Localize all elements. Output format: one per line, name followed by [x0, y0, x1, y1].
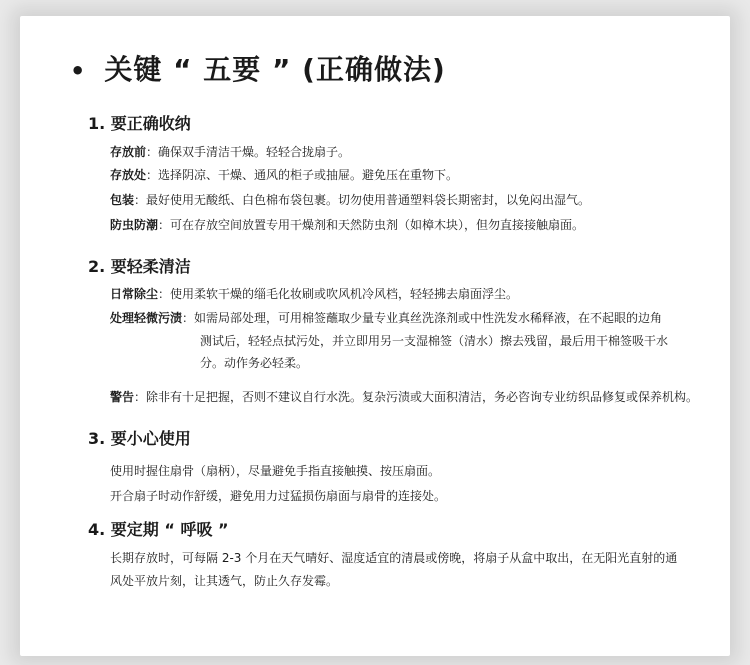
item-label: 处理轻微污渍 [110, 311, 183, 325]
section-2-heading: 2. 要轻柔清洁 [88, 257, 191, 276]
section-4-heading: 4. 要定期 “ 呼吸 ” [88, 520, 229, 539]
item-label: 包装 [110, 193, 135, 207]
item-pest-moisture [110, 216, 584, 234]
item-text: ：可在存放空间放置专用干燥剂和天然防虫剂（如樟木块），但勿直接接触扇面。 [158, 218, 585, 232]
section-3-heading: 3. 要小心使用 [88, 429, 191, 448]
item-text: ：选择阴凉、干燥、通风的柜子或抽屉。避免压在重物下。 [146, 168, 459, 182]
item-light-stains-cont-1: 测试后，轻轻点拭污处，并立即用另一支湿棉签（清水）擦去残留，最后用干棉签吸干水 [200, 334, 669, 348]
item-label: 存放处 [110, 168, 147, 182]
item-label: 存放前 [110, 145, 147, 159]
title-text: 关键 “ 五要 ” (正确做法) [104, 53, 446, 86]
breathe-line-1: 长期存放时，可每隔 2-3 个月在天气晴好、湿度适宜的清晨或傍晚，将扇子从盒中取出，在无阳光直射的通 [110, 551, 678, 565]
item-light-stains-cont-2: 分。动作务必轻柔。 [200, 356, 309, 370]
item-label: 警告 [110, 390, 135, 404]
item-storage-before [110, 143, 350, 161]
item-label: 日常除尘 [110, 287, 159, 301]
item-packaging [110, 191, 590, 209]
item-text: ：确保双手清洁干燥。轻轻合拢扇子。 [146, 145, 351, 159]
page-title [70, 50, 446, 91]
usage-line-1: 使用时握住扇骨（扇柄），尽量避免手指直接触摸、按压扇面。 [110, 464, 441, 478]
usage-line-2: 开合扇子时动作舒缓，避免用力过猛损伤扇面与扇骨的连接处。 [110, 489, 447, 503]
item-text: ：除非有十足把握，否则不建议自行水洗。复杂污渍或大面积清洁，务必咨询专业纺织品修复或保养机构。 [134, 390, 699, 404]
item-text: ：如需局部处理，可用棉签蘸取少量专业真丝洗涤剂或中性洗发水稀释液，在不起眼的边角 [182, 311, 663, 325]
item-daily-dusting [110, 285, 518, 303]
breathe-line-2: 风处平放片刻，让其透气，防止久存发霉。 [110, 574, 339, 588]
item-text: ：最好使用无酸纸、白色棉布袋包裹。切勿使用普通塑料袋长期密封，以免闷出湿气。 [134, 193, 591, 207]
title-bullet: • [70, 57, 87, 85]
item-warning [110, 388, 698, 406]
item-storage-place [110, 166, 458, 184]
item-label: 防虫防潮 [110, 218, 159, 232]
section-1-heading: 1. 要正确收纳 [88, 114, 191, 133]
item-text: ：使用柔软干燥的缁毛化妆刷或吹风机冷风档，轻轻拂去扇面浮尘。 [158, 287, 519, 301]
item-light-stains [110, 309, 662, 327]
